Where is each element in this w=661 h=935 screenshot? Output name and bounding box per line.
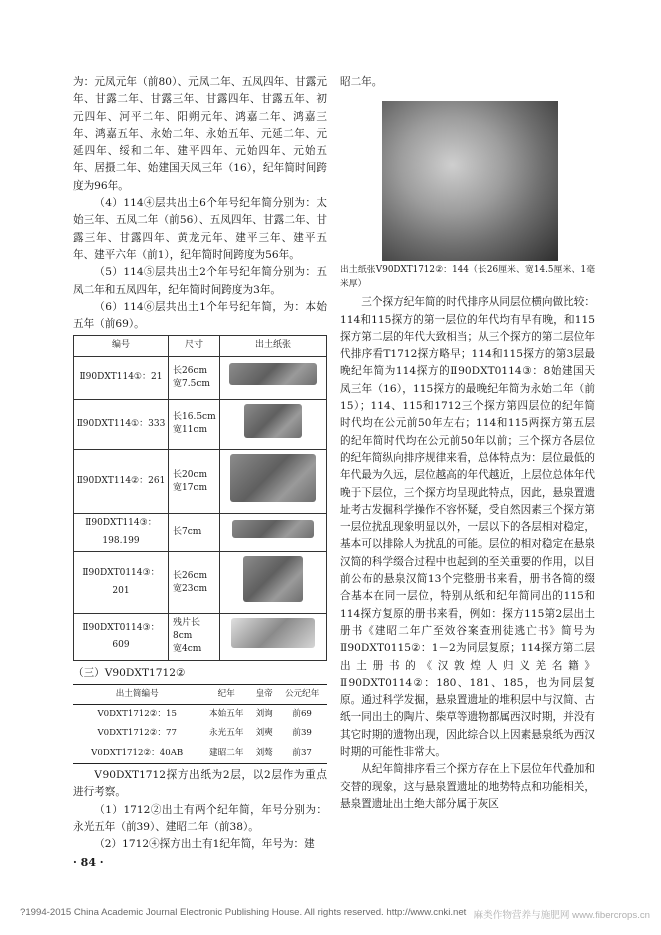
row-size: [169, 514, 220, 552]
right-column: [340, 74, 595, 813]
row-size: [169, 614, 220, 660]
table-row: [74, 614, 327, 660]
cell: 本始五年: [209, 709, 244, 720]
cell: 刘询: [255, 709, 273, 720]
right-continuation: 昭二年。: [340, 76, 383, 88]
table-row: [73, 744, 327, 764]
table2-header: 皇帝: [251, 684, 277, 704]
table-row: [74, 399, 327, 449]
paper-fragment-photo: [382, 101, 558, 261]
table2-header: 公元纪年: [277, 684, 327, 704]
row-size: [169, 450, 220, 514]
row-size: [169, 551, 220, 613]
cell: Ⅴ0DXT1712②：77: [97, 728, 177, 739]
row-code: Ⅱ90DXT114②：261: [74, 450, 169, 514]
size-length: 长26cm: [173, 570, 208, 581]
row-code: Ⅱ90DXT0114③：609: [74, 614, 169, 660]
dated-slip-table: [73, 684, 327, 764]
cell: 前69: [292, 709, 312, 720]
cell: Ⅴ0DXT1712②：15: [97, 709, 177, 720]
page-number: · 84 ·: [73, 856, 104, 869]
left-column: [73, 74, 327, 854]
table-row: [74, 450, 327, 514]
paper-photo: [220, 551, 327, 613]
left-paragraph-6: （1）1712②出土有两个纪年简，年号分别为：永光五年（前39）、建昭二年（前38）。: [73, 803, 327, 833]
row-code: Ⅱ90DXT114①：333: [74, 399, 169, 449]
left-paragraph-1: 为：元凤元年（前80）、元凤二年、五凤四年、甘露元年、甘露二年、甘露三年、甘露四年、甘露五年、初元四年、河平二年、阳朔元年、鸿嘉二年、鸿嘉三年、鸿嘉五年、永始二年、永始五年、元延二年、元延四年、绥和二年、建平四年、元始四年、元始五年、居摄二年、始建国天凤三年（16），纪年简时间跨度为96年。: [73, 76, 327, 192]
left-paragraph-3: （5）114⑤层共出土2个年号纪年简分别为：五凤二年和五凤四年，纪年简时间跨度为3年。: [73, 266, 327, 296]
size-length: 残片长8cm: [173, 618, 201, 642]
cell: 建昭二年: [201, 744, 251, 764]
size-length: 长16.5cm: [173, 412, 216, 423]
paper-specimen-table: [73, 335, 327, 660]
table2-header: 纪年: [201, 684, 251, 704]
photo-caption: 出土纸张Ⅴ90DXT1712②：144（长26厘米、宽14.5厘米、1毫米厚）: [340, 265, 595, 290]
paper-photo: [220, 399, 327, 449]
table-row: [74, 356, 327, 399]
cell: 刘奭: [255, 728, 273, 739]
right-paragraph-2: 从纪年简排序看三个探方存在上下层位年代叠加和交替的现象，这与悬泉置遗址的地势特点和功能相关，悬泉置遗址出土绝大部分属于灰区: [340, 763, 595, 810]
size-width: 宽17cm: [173, 482, 208, 493]
copyright-text: ?1994-2015 China Academic Journal Electronic Publishing House. All rights reserved. http://www.cnki.net: [20, 907, 467, 918]
row-code: Ⅱ90DXT0114③：201: [74, 551, 169, 613]
table-row: [74, 514, 327, 552]
table-row: [73, 705, 327, 725]
table-row: [73, 724, 327, 743]
row-code: Ⅱ90DXT114③：198.199: [74, 514, 169, 552]
paper-photo: [220, 614, 327, 660]
cell: Ⅴ0DXT1712②：40AB: [73, 744, 201, 764]
row-size: [169, 399, 220, 449]
cell: 前39: [292, 728, 312, 739]
paper-photo: [220, 450, 327, 514]
left-paragraph-2: （4）114④层共出土6个年号纪年简分别为：太始三年、五凤二年（前56）、五凤四年、甘露二年、甘露三年、甘露四年、黄龙元年、建平三年、建平五年、建平六年（前1），纪年简时间跨度为56年。: [73, 197, 327, 261]
paper-photo: [220, 356, 327, 399]
cell: 刘骜: [251, 744, 277, 764]
size-width: 宽23cm: [173, 583, 208, 594]
size-length: 长26cm: [173, 365, 208, 376]
cell: 前37: [277, 744, 327, 764]
size-length: 长7cm: [173, 527, 202, 538]
paper-photo: [220, 514, 327, 552]
size-width: 宽4cm: [173, 644, 202, 655]
table-row: [74, 551, 327, 613]
table-header-size: 尺寸: [169, 336, 220, 356]
size-width: 宽7.5cm: [173, 378, 210, 389]
row-code: Ⅱ90DXT114①：21: [74, 356, 169, 399]
right-paragraph-1: 三个探方纪年简的时代排序从同层位横向做比较：114和115探方的第一层位的年代均有早有晚，和115探方第二层的年代大致相当；从三个探方的第二层位年代排序看T1712探方略早；114和115探方的第3层最晚纪年简为114探方的Ⅱ90DXT0114③：8始建国天凤三年（16），115探方的最晚纪年简为永始二年（前15）；114、115和1712三个探方第四层位的纪年简时代均在公元前50年左右；114和115两探方第五层的纪年简时代均在公元前50年以前；三个探方各层位的纪年简纵向排序规律来看，总体特点为：层位最低的年代最为久远，层位越高的年代越近，上层位总体年代晚于下层位，三个探方均呈现此特点，因此，悬泉置遗址考古发掘科学操作不容怀疑，受自然因素三个探方第一层位扰乱现象明显以外，一层以下的各层相对稳定，基本可以排除人为扰乱的可能。层位的相对稳定在悬泉汉简的科学缀合过程中也起到的至关重要的作用，以目前公布的悬泉汉简13个完整册书来看，册书各简的缀合基本在同一层位，特别从纸和纪年简同出的115和114探方复原的册书来看，例如：探方115第2层出土册书《建昭二年广至效谷案查刑徒逃亡书》简号为Ⅱ90DXT0115②：1－2为同层复原；114探方第二层出土册书的《汉敦煌人归义羌名籍》Ⅱ90DXT0114②：180、181、185，也为同层复原。通过科学发掘，悬泉置遗址的堆积层中与汉简、古纸一同出土的陶片、柴草等遗物都属西汉时期，并没有其它时期的遗物出现，因此综合以上因素悬泉纸为西汉时期的可能性非常大。: [340, 296, 595, 759]
size-length: 长20cm: [173, 469, 208, 480]
watermark-text: 麻类作物营养与施肥网 www.fibercrops.cn: [473, 910, 650, 921]
left-paragraph-7: （2）1712④探方出土有1纪年简，年号为：建: [94, 838, 315, 851]
left-paragraph-4: （6）114⑥层共出土1个年号纪年简，为：本始五年（前69）。: [73, 300, 327, 331]
table2-header: 出土简编号: [73, 684, 201, 704]
cell: 永光五年: [209, 728, 244, 739]
section-title: （三）Ⅴ90DXT1712②: [73, 666, 186, 679]
row-size: [169, 356, 220, 399]
size-width: 宽11cm: [173, 425, 208, 436]
table-header-paper: 出土纸张: [220, 336, 327, 356]
left-paragraph-5: Ⅴ90DXT1712探方出纸为2层，以2层作为重点进行考察。: [73, 769, 327, 799]
table-header-code: 编号: [74, 336, 169, 356]
